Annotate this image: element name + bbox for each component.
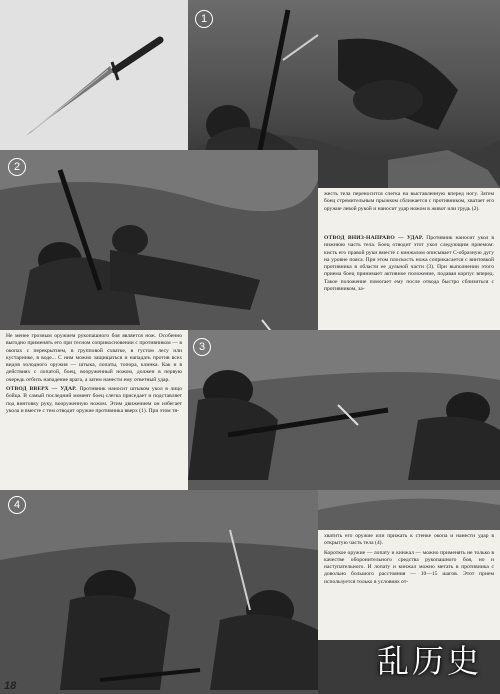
text-block-4-paragraph-2: Короткое оружие — лопату и кинжал — можно применять не только в качестве оборонительного средства рукопашного боя, но и наступательного. И лопату и кинжал можно метать в противника с довольно большого расстояния — 10—15 шагов. Этот прием используется только в условиях от- bbox=[324, 549, 494, 585]
photo-2-illustration bbox=[0, 150, 318, 330]
knife-image bbox=[0, 0, 188, 150]
photo-3-illustration bbox=[188, 330, 500, 490]
photo-4-right-continuation bbox=[318, 490, 500, 530]
text-block-3-heading: ОТВОД ВВЕРХ — УДАР. bbox=[6, 386, 77, 393]
text-block-1-paragraph: жесть тела переносится слегка на выставленную вперед ногу. Затем боец стремительным прыжком сближается с противником, хватает его оружие левой рукой и наносит удар ножом в живот или грудь (2). bbox=[324, 191, 494, 212]
photo-4-number: 4 bbox=[8, 496, 26, 514]
photo-2-knife-attack bbox=[0, 150, 318, 330]
photo-3-downward-parry bbox=[188, 330, 500, 490]
text-block-2 bbox=[318, 232, 500, 330]
photo-4-illustration bbox=[0, 490, 318, 694]
text-block-2-heading: ОТВОД ВНИЗ-НАПРАВО — УДАР. bbox=[324, 235, 424, 241]
watermark-text: 乱历史 bbox=[376, 642, 482, 680]
text-block-4 bbox=[318, 530, 500, 640]
photo-1-number: 1 bbox=[195, 10, 213, 28]
text-block-2-body: Противник наносит укол в нижнюю часть тела. Боец отводит этот укол следующим приемом: кисть его правой руки вместе с кинжалом описывает С-образную дугу на уровне пояса. При этом плоскость ножа соприкасается с винтовкой противника в области ее дульной части (3). При выполнении этого приема боец принимает активное положение, подавая корпус вперед. Такое положение помогает ему после отвода быстро сблизиться с противником, за- bbox=[324, 235, 494, 293]
text-block-1 bbox=[318, 188, 500, 232]
photo-3-number: 3 bbox=[193, 338, 211, 356]
page-number: 18 bbox=[4, 680, 17, 692]
photo-4-right-illustration bbox=[318, 490, 500, 530]
text-block-4-paragraph-1: хватить его оружие или прижать к стенке окопа и нанести удар в открытую часть тела (4). bbox=[324, 533, 494, 547]
text-block-3-paragraph: Не менее грозным оружием рукопашного боя является нож. Особенно выгодно применять его при тесном соприкосновении с противником — в окопах с перекрытием, в групповой схватке, в густом лесу или кустарнике, в воде... С ним можно защищаться и нападать против всех видов холодного оружия — штыка, лопаты, топора, клинка. Как и в действиях с лопатой, боец, вооруженный ножом, должен в первую очередь отбить нападение врага, а затем нанести ему ответный удар. bbox=[6, 333, 182, 383]
photo-4-trench-fight bbox=[0, 490, 318, 694]
bayonet-knife-illustration bbox=[0, 0, 188, 150]
text-block-3-body: Противник наносит штыком укол в лицо бойца. В самый последний момент боец слегка приседает и подставляет под винтовку руку, вооруженную ножом. Этим движением он избегает укола и вместе с тем отводит оружие противника вверх (1). При этом тя- bbox=[6, 386, 182, 414]
text-block-3 bbox=[0, 330, 188, 490]
photo-2-number: 2 bbox=[8, 158, 26, 176]
